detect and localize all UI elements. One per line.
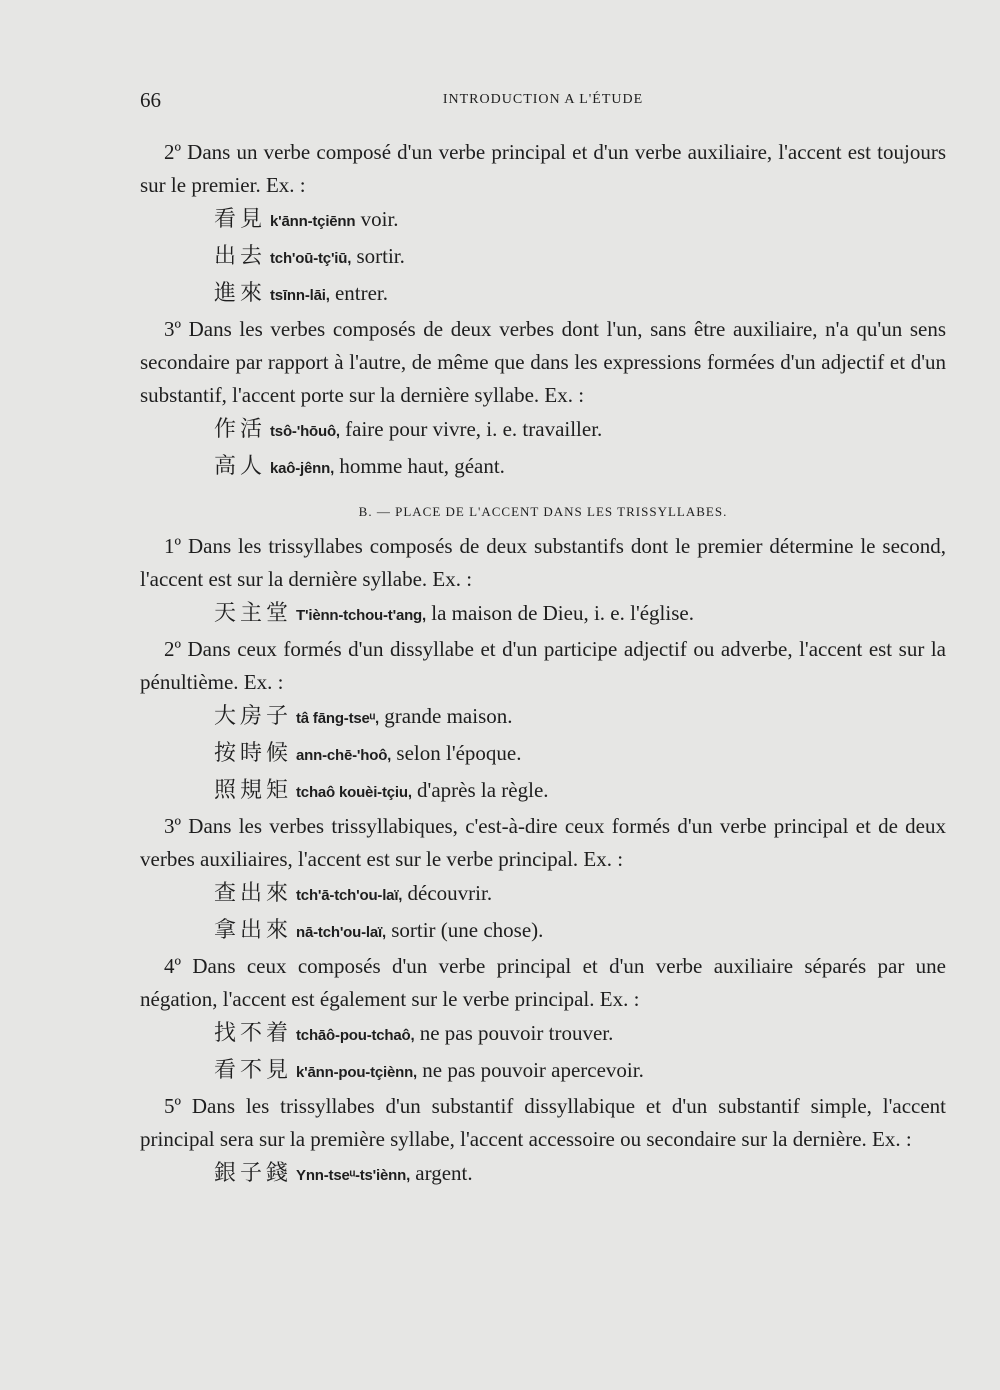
section-heading: B. — PLACE DE L'ACCENT DANS LES TRISSYLLABES.: [358, 504, 728, 519]
french-gloss: argent.: [410, 1161, 473, 1185]
chinese-characters: 作活: [214, 417, 267, 442]
romanization: kaô-jênn,: [270, 460, 335, 477]
french-gloss: sortir.: [351, 244, 405, 268]
french-gloss: d'après la règle.: [411, 778, 549, 802]
french-gloss: la maison de Dieu, i. e. l'église.: [426, 601, 694, 625]
french-gloss: sortir (une chose).: [385, 918, 544, 942]
romanization: k'ānn-tçiēnn: [270, 213, 356, 230]
french-gloss: ne pas pouvoir apercevoir.: [417, 1058, 644, 1082]
french-gloss: faire pour vivre, i. e. travailler.: [339, 417, 603, 441]
romanization: tchāô-pou-tchaô,: [296, 1027, 415, 1044]
french-gloss: entrer.: [329, 281, 388, 305]
chinese-characters: 拿出來: [214, 918, 293, 943]
example-line: [214, 876, 946, 913]
french-gloss: selon l'époque.: [391, 741, 522, 765]
chinese-characters: 銀子錢: [214, 1161, 293, 1186]
french-gloss: ne pas pouvoir trouver.: [414, 1021, 614, 1045]
page-number: 66: [140, 88, 161, 112]
paragraph: 3º Dans les verbes composés de deux verbes dont l'un, sans être auxiliaire, n'a qu'un sens secondaire par rapport à l'autre, de même que dans les expressions formées d'un adjectif et d'un substantif, l'accent porte sur la dernière syllabe. Ex. :: [140, 317, 946, 407]
chinese-characters: 按時候: [214, 741, 293, 766]
example-line: [214, 699, 946, 736]
example-line: [214, 1016, 946, 1053]
romanization: T'iènn-tchou-t'ang,: [296, 607, 426, 624]
example-line: [214, 1156, 946, 1193]
chinese-characters: 出去: [214, 244, 267, 269]
chinese-characters: 找不着: [214, 1021, 293, 1046]
romanization: tch'oū-tç'iū,: [270, 250, 352, 267]
romanization: tsô-'hōuô,: [270, 423, 340, 440]
romanization: nā-tch'ou-laï,: [296, 924, 386, 941]
romanization: Ynn-tseᵘ-ts'iènn,: [296, 1167, 411, 1184]
french-gloss: grande maison.: [378, 704, 513, 728]
romanization: ann-chē-'hoô,: [296, 747, 392, 764]
example-line: [214, 773, 946, 810]
romanization: k'ānn-pou-tçiènn,: [296, 1064, 418, 1081]
chinese-characters: 高人: [214, 454, 267, 479]
example-line: [214, 913, 946, 950]
example-line: [214, 202, 946, 239]
french-gloss: découvrir.: [402, 881, 493, 905]
romanization: tsīnn-lāi,: [270, 287, 330, 304]
french-gloss: homme haut, géant.: [334, 454, 505, 478]
example-line: [214, 736, 946, 773]
paragraph: 5º Dans les trissyllabes d'un substantif dissyllabique et d'un substantif simple, l'accent principal sera sur la première syllabe, l'accent accessoire ou secondaire sur la dernière. Ex. :: [140, 1094, 946, 1151]
chinese-characters: 大房子: [214, 704, 293, 729]
paragraph: 1º Dans les trissyllabes composés de deux substantifs dont le premier détermine le second, l'accent est sur la dernière syllabe. Ex. :: [140, 534, 946, 591]
example-line: [214, 239, 946, 276]
paragraph: 2º Dans ceux formés d'un dissyllabe et d'un participe adjectif ou adverbe, l'accent est sur la pénultième. Ex. :: [140, 637, 946, 694]
example-line: [214, 449, 946, 486]
romanization: tch'ā-tch'ou-laï,: [296, 887, 403, 904]
chinese-characters: 看見: [214, 207, 267, 232]
paragraph: 2º Dans un verbe composé d'un verbe principal et d'un verbe auxiliaire, l'accent est toujours sur le premier. Ex. :: [140, 140, 946, 197]
example-line: [214, 1053, 946, 1090]
paragraph: 4º Dans ceux composés d'un verbe principal et d'un verbe auxiliaire séparés par une négation, l'accent est également sur le verbe principal. Ex. :: [140, 954, 946, 1011]
page-header: [140, 88, 946, 118]
example-line: [214, 276, 946, 313]
romanization: tchaô kouèi-tçiu,: [296, 784, 412, 801]
paragraph: 3º Dans les verbes trissyllabiques, c'est-à-dire ceux formés d'un verbe principal et de deux verbes auxiliaires, l'accent est sur le verbe principal. Ex. :: [140, 814, 946, 871]
french-gloss: voir.: [355, 207, 399, 231]
chinese-characters: 天主堂: [214, 601, 293, 626]
running-head: INTRODUCTION A L'ÉTUDE: [442, 92, 644, 107]
chinese-characters: 照規矩: [214, 778, 293, 803]
example-line: [214, 412, 946, 449]
example-line: [214, 596, 946, 633]
chinese-characters: 看不見: [214, 1058, 293, 1083]
chinese-characters: 進來: [214, 281, 267, 306]
chinese-characters: 查出來: [214, 881, 293, 906]
page-body: [140, 136, 946, 1193]
romanization: tâ fāng-tseᵘ,: [296, 710, 379, 727]
